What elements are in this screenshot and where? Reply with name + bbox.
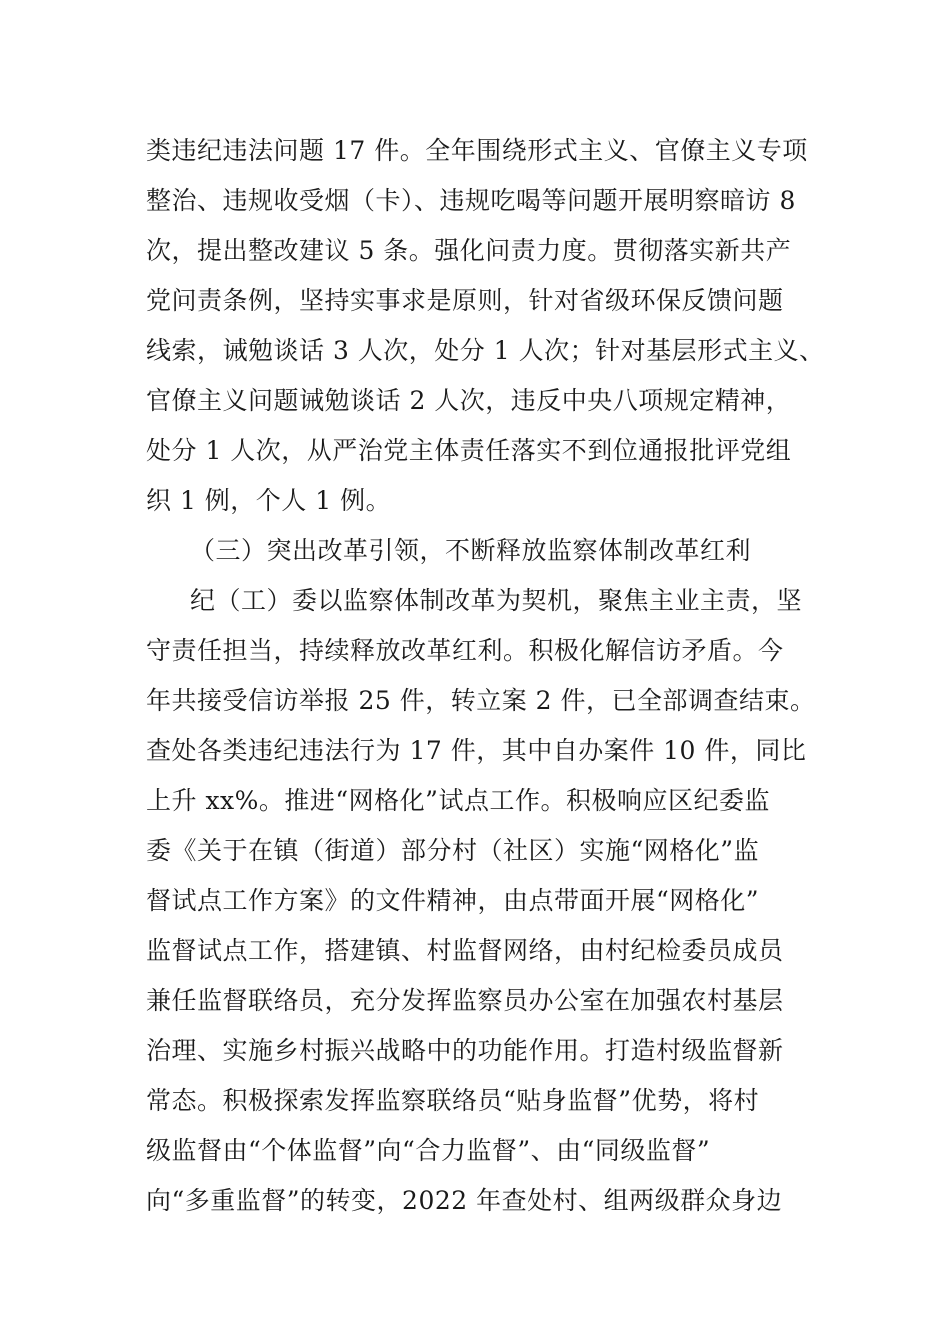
paragraph-2-line-3: 年共接受信访举报 25 件，转立案 2 件，已全部调查结束。 xyxy=(146,686,816,715)
paragraph-1-line-4: 党问责条例，坚持实事求是原则，针对省级环保反馈问题 xyxy=(146,286,784,315)
paragraph-2-line-6: 委《关于在镇（街道）部分村（社区）实施“网格化”监 xyxy=(146,836,760,865)
paragraph-1-line-1: 类违纪违法问题 17 件。全年围绕形式主义、官僚主义专项 xyxy=(146,136,808,165)
paragraph-2-line-13: 向“多重监督”的转变，2022 年查处村、组两级群众身边 xyxy=(146,1186,783,1215)
paragraph-1-line-2: 整治、违规收受烟（卡）、违规吃喝等问题开展明察暗访 8 xyxy=(146,186,796,215)
paragraph-1-line-6: 官僚主义问题诫勉谈话 2 人次，违反中央八项规定精神， xyxy=(146,386,792,415)
section-heading: （三）突出改革引领，不断释放监察体制改革红利 xyxy=(190,536,752,565)
paragraph-2-line-4: 查处各类违纪违法行为 17 件，其中自办案件 10 件，同比 xyxy=(146,736,807,765)
paragraph-1-line-8: 织 1 例，个人 1 例。 xyxy=(146,486,392,515)
paragraph-1-line-3: 次，提出整改建议 5 条。强化问责力度。贯彻落实新共产 xyxy=(146,236,792,265)
paragraph-2-line-2: 守责任担当，持续释放改革红利。积极化解信访矛盾。今 xyxy=(146,636,784,665)
paragraph-1-line-5: 线索，诫勉谈话 3 人次，处分 1 人次；针对基层形式主义、 xyxy=(146,336,825,365)
paragraph-2-line-11: 常态。积极探索发挥监察联络员“贴身监督”优势，将村 xyxy=(146,1086,760,1115)
paragraph-2-line-9: 兼任监督联络员，充分发挥监察员办公室在加强农村基层 xyxy=(146,986,784,1015)
paragraph-2-line-10: 治理、实施乡村振兴战略中的功能作用。打造村级监督新 xyxy=(146,1036,784,1065)
paragraph-2-line-7: 督试点工作方案》的文件精神，由点带面开展“网格化” xyxy=(146,886,760,915)
paragraph-2-line-5: 上升 xx%。推进“网格化”试点工作。积极响应区纪委监 xyxy=(146,786,770,815)
paragraph-2-line-12: 级监督由“个体监督”向“合力监督”、由“同级监督” xyxy=(146,1136,711,1165)
paragraph-2-line-1: 纪（工）委以监察体制改革为契机，聚焦主业主责，坚 xyxy=(190,586,803,615)
paragraph-1-line-7: 处分 1 人次，从严治党主体责任落实不到位通报批评党组 xyxy=(146,436,792,465)
paragraph-2-line-8: 监督试点工作，搭建镇、村监督网络，由村纪检委员成员 xyxy=(146,936,784,965)
